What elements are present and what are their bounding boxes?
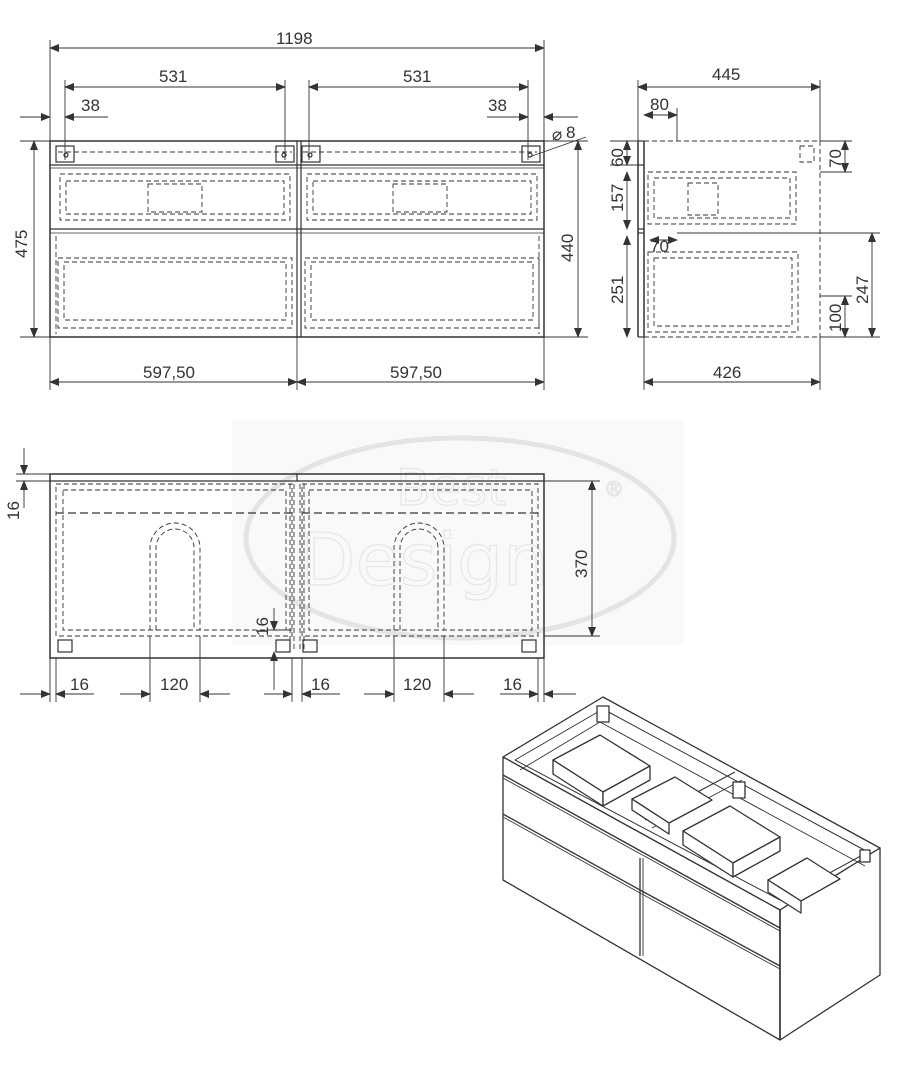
dim-drawer-upper: 157: [608, 183, 627, 212]
dim-inner-70: 70: [650, 237, 669, 256]
dim-height-370: 370: [572, 549, 591, 578]
front-view-labels: [12, 29, 577, 382]
dim-offset-left: 38: [81, 96, 100, 115]
dim-top-16: 16: [4, 501, 23, 520]
dim-section-left: 531: [159, 67, 188, 86]
dim-drawer-lower: 251: [608, 275, 627, 304]
side-view-dimensions: [610, 80, 880, 390]
dim-depth: 445: [712, 65, 741, 84]
watermark-line2: Design: [300, 518, 549, 602]
dim-section-right: 531: [403, 67, 432, 86]
dim-cut-right: 120: [403, 675, 432, 694]
dim-cut-left: 120: [160, 675, 189, 694]
dim-rail: 80: [650, 95, 669, 114]
diameter-symbol: ⌀: [552, 125, 563, 144]
dim-top-60: 60: [608, 148, 627, 167]
dim-mid-16: 16: [253, 617, 272, 636]
isometric-view: [503, 697, 880, 1040]
dim-height-total: 475: [12, 229, 31, 258]
dim-hole-diameter: 8: [566, 123, 576, 142]
dim-overall-width: 1198: [276, 29, 313, 48]
dim-bottom-100: 100: [826, 303, 845, 332]
dim-right-16: 16: [503, 675, 522, 694]
dim-lower-247: 247: [853, 275, 872, 304]
dim-top-70: 70: [826, 149, 845, 168]
dim-bottom-right: 597,50: [390, 363, 442, 382]
dim-height-inner: 440: [558, 233, 577, 262]
dim-bottom-depth: 426: [713, 363, 742, 382]
watermark-registered-mark: ®: [604, 477, 624, 501]
watermark-line1: Best: [396, 459, 507, 517]
dim-center-16: 16: [311, 675, 330, 694]
dim-offset-right: 38: [488, 96, 507, 115]
dim-left-16: 16: [70, 675, 89, 694]
dim-bottom-left: 597,50: [143, 363, 195, 382]
front-view: [50, 141, 544, 337]
